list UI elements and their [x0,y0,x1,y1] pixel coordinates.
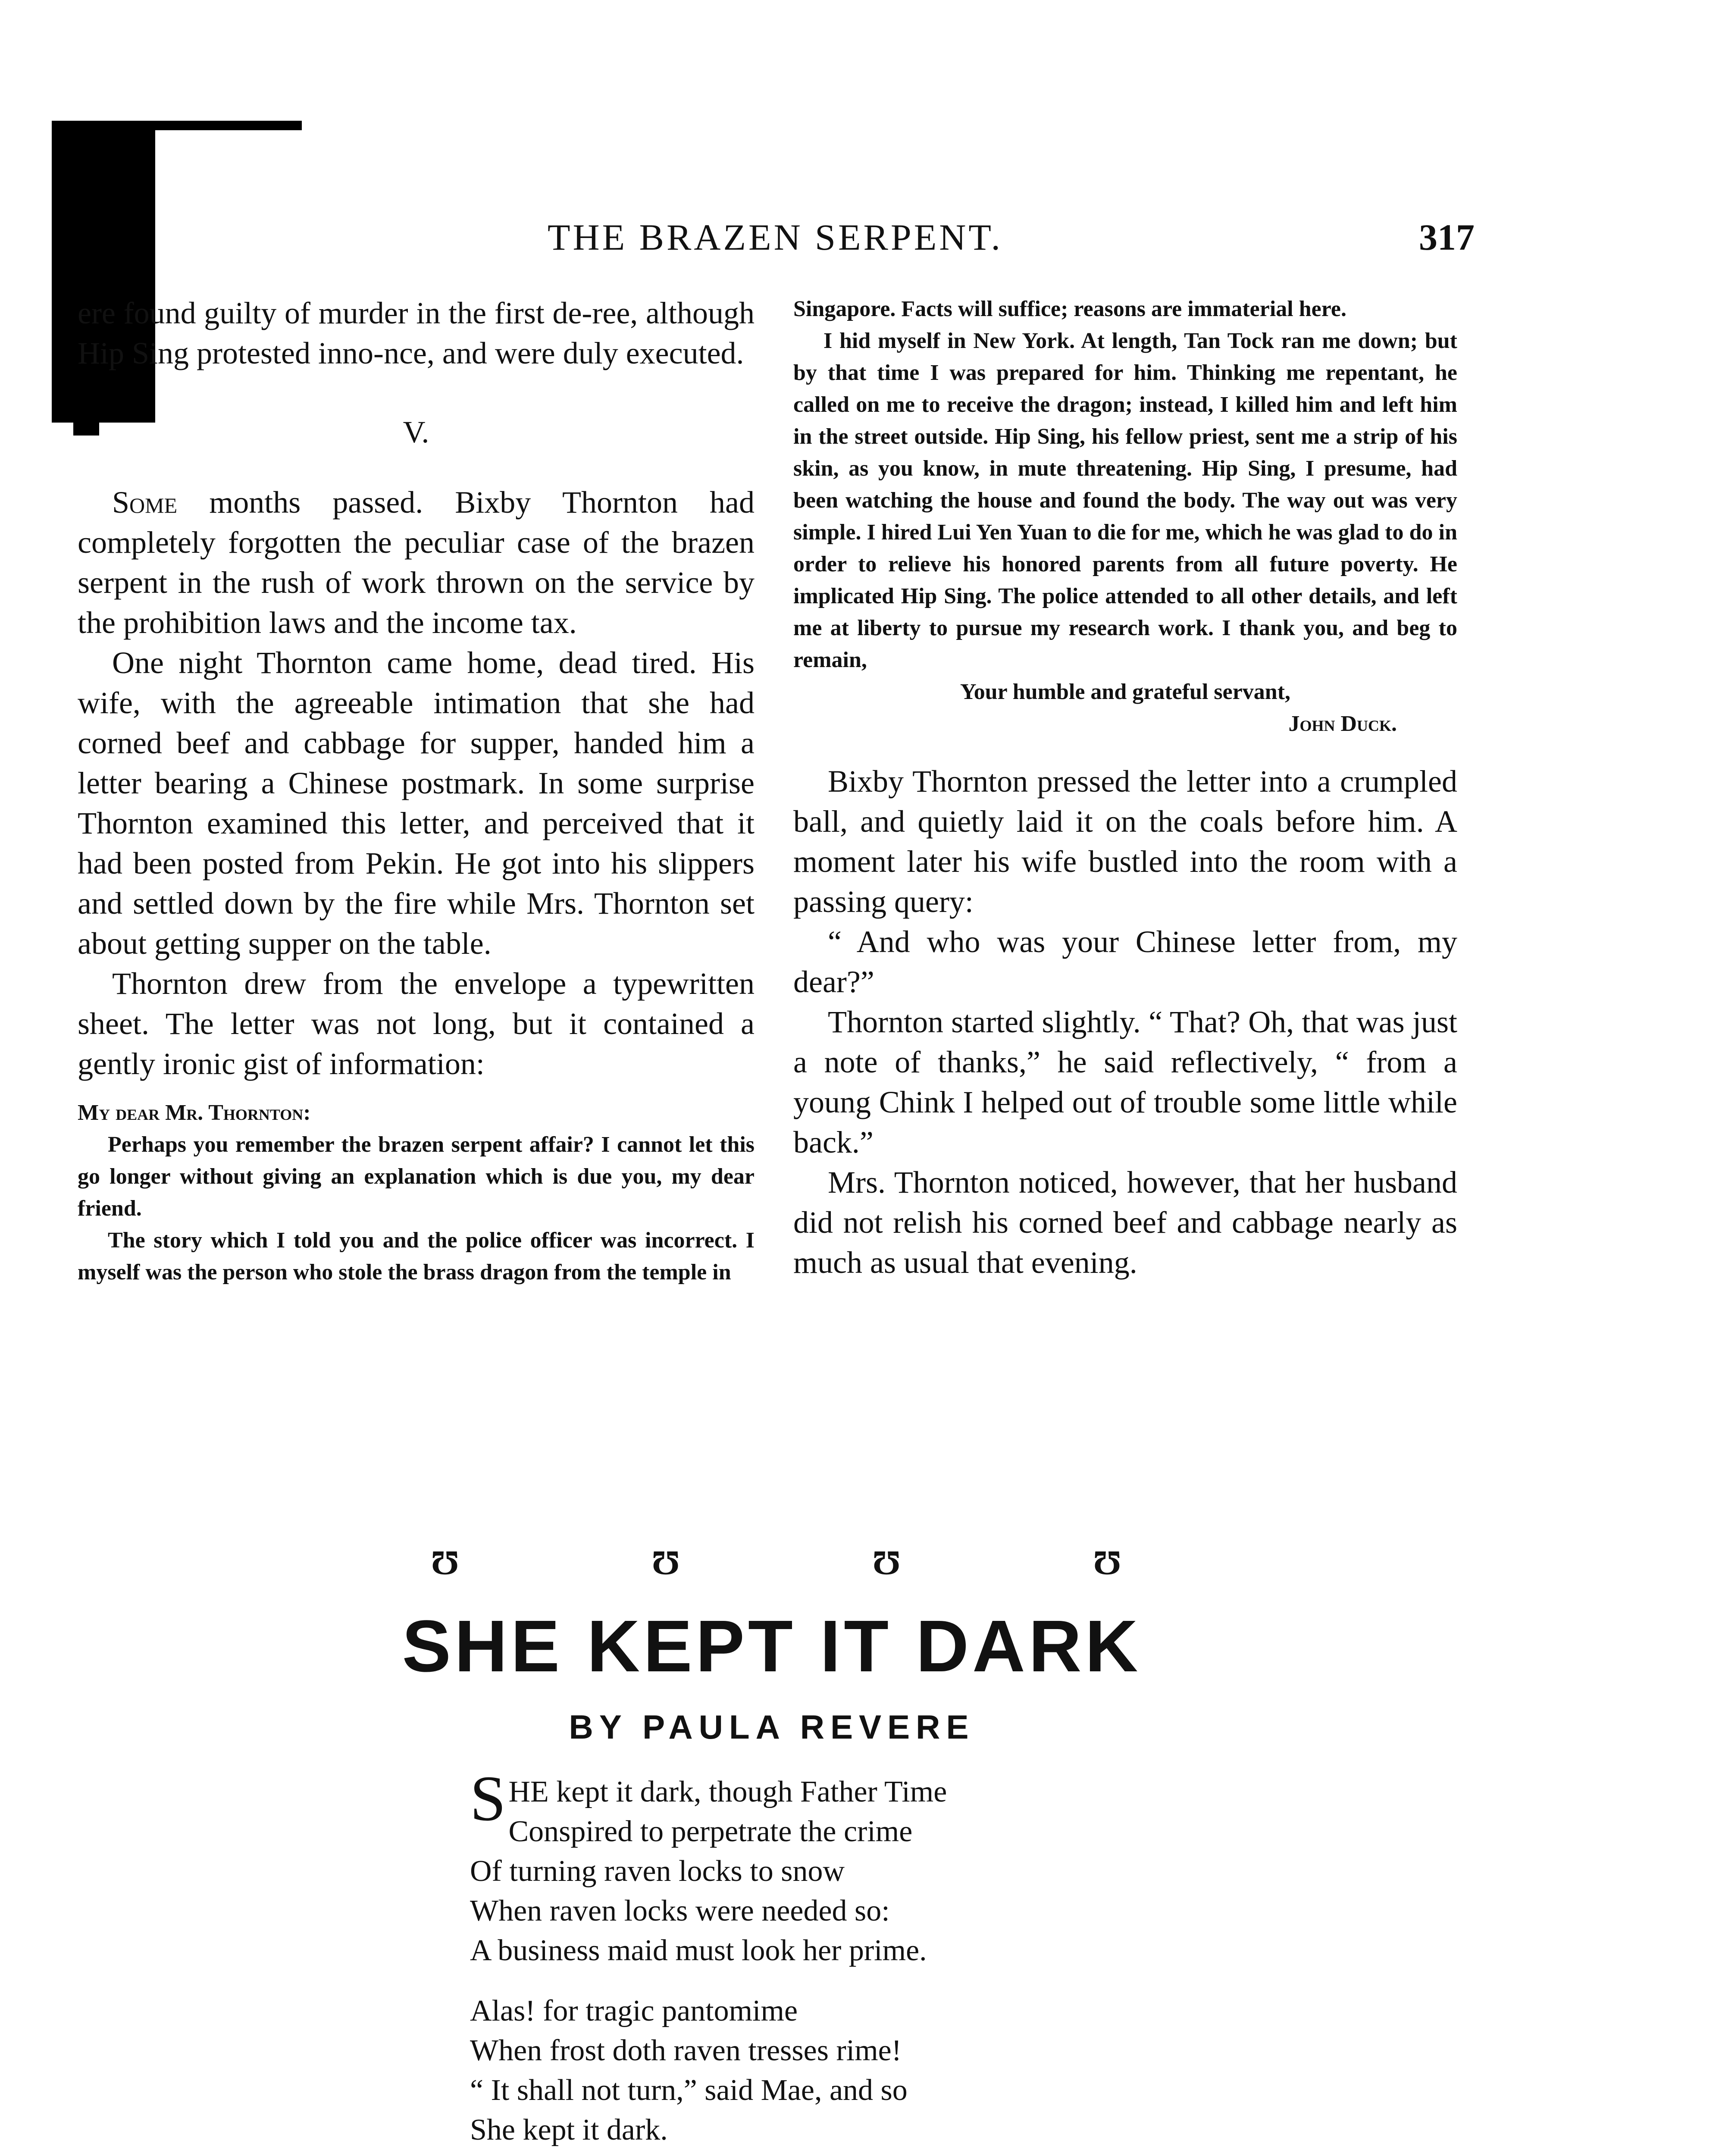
left-column [78,293,755,1288]
running-title: THE BRAZEN SERPENT. [548,216,1003,258]
poem-line: She kept it dark. [470,2113,668,2147]
poem-line: Of turning raven locks to snow [470,1855,845,1888]
poem-author: BY PAULA REVERE [569,1708,975,1746]
letter-salutation: My dear Mr. Thornton: [78,1100,311,1125]
drop-cap: S [470,1763,506,1834]
poem-line: HE kept it dark, though Father Time [508,1775,947,1808]
paragraph: Bixby Thornton pressed the letter into a crumpled ball, and quietly laid it on the coals before him. A moment later his wife bustled into the room with a passing query: [793,764,1457,919]
page-number: 317 [1419,216,1475,258]
ornament-icon: Ʊ [651,1544,680,1582]
poem-body [470,1763,1246,2156]
paragraph: One night Thornton came home, dead tired. His wife, with the agreeable intimation that she had corned beef and cabbage for supper, handed him a letter bearing a Chinese postmark. In some surprise Thornton examined this letter, and perceived that it had been posted from Pekin. He got into his slippers and settled down by the fire while Mrs. Thornton set about getting supper on the table. [78,646,755,961]
paragraph-lead: Some [112,485,178,520]
right-column [793,293,1457,1283]
section-number: V. [403,415,429,449]
paragraph: Some months passed. Bixby Thornton had completely forgotten the peculiar case of the brazen serpent in the rush of work thrown on the service by the prohibition laws and the income tax. [78,485,755,640]
paragraph: Mrs. Thornton noticed, however, that her husband did not relish his corned beef and cabbage nearly as much as usual that evening. [793,1165,1457,1280]
letter-signature: John Duck. [1288,711,1397,736]
scan-ink-strip [52,121,302,130]
letter-paragraph: Singapore. Facts will suffice; reasons are immaterial here. [793,297,1346,321]
letter-paragraph: I hid myself in New York. At length, Tan Tock ran me down; but by that time I was prepared for him. Thinking me repentant, he called on me to receive the dragon; instead, I killed him and left him in the street outside. Hip Sing, his fellow priest, sent me a strip of his skin, as you know, in mute threatening. Hip Sing, I presume, had been watching the house and found the body. The way out was very simple. I hired Lui Yen Yuan to die for me, which he was glad to do in order to relieve his honored parents from all future poverty. He implicated Hip Sing. The police attended to all other details, and left me at liberty to pursue my research work. I thank you, and beg to remain, [793,329,1457,672]
paragraph: “ And who was your Chinese letter from, my dear?” [793,924,1457,999]
poem-line: Conspired to perpetrate the crime [508,1815,913,1848]
letter-continuation [793,293,1457,740]
ornament-row [431,1544,1121,1583]
poem-line: When frost doth raven tresses rime! [470,2034,902,2067]
ornament-icon: Ʊ [872,1544,900,1582]
letter-paragraph: The story which I told you and the police officer was incorrect. I myself was the person who stole the brass dragon from the temple in [78,1228,755,1285]
ornament-icon: Ʊ [431,1544,459,1582]
opening-paragraph: ere found guilty of murder in the first de-ree, although Hip Sing protested inno-nce, and were duly executed. [78,296,755,370]
ornament-icon: Ʊ [1093,1544,1121,1582]
paragraph: Thornton started slightly. “ That? Oh, that was just a note of thanks,” he said reflectively, “ from a young Chink I helped out of trouble some little while back.” [793,1005,1457,1159]
poem-title: SHE KEPT IT DARK [402,1605,1142,1687]
letter-paragraph: Perhaps you remember the brazen serpent affair? I cannot let this go longer without giving an explanation which is due you, my dear friend. [78,1132,755,1221]
poem-line: Alas! for tragic pantomime [470,1994,798,2028]
stanza [470,1763,1246,1971]
poem-line: A business maid must look her prime. [470,1934,927,1967]
stanza [470,1991,1246,2150]
letter-closing: Your humble and grateful servant, [960,680,1291,704]
poem-line: “ It shall not turn,” said Mae, and so [470,2074,908,2107]
page-header [138,216,1475,267]
paragraph: Thornton drew from the envelope a typewritten sheet. The letter was not long, but it contained a gently ironic gist of information: [78,966,755,1081]
poem-line: When raven locks were needed so: [470,1894,890,1927]
letter-block [78,1097,755,1288]
